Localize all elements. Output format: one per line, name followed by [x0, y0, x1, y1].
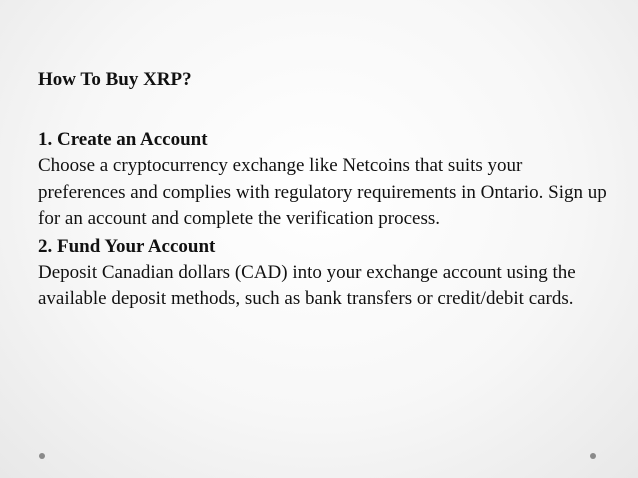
step-2-body: Deposit Canadian dollars (CAD) into your exchange account using the available deposit methods, such as bank transfers or credit/debit cards.: [38, 261, 576, 309]
page-title: How To Buy XRP?: [38, 69, 192, 90]
step-2-heading: 2. Fund Your Account: [38, 235, 216, 257]
decorative-dot-left: [39, 453, 45, 459]
decorative-dot-right: [590, 453, 596, 459]
step-1-body: Choose a cryptocurrency exchange like Netcoins that suits your preferences and complies with regulatory requirements in Ontario. Sign up for an account and complete the verification process.: [38, 155, 607, 229]
step-1-heading: 1. Create an Account: [38, 129, 208, 150]
slide-content: [38, 67, 613, 313]
